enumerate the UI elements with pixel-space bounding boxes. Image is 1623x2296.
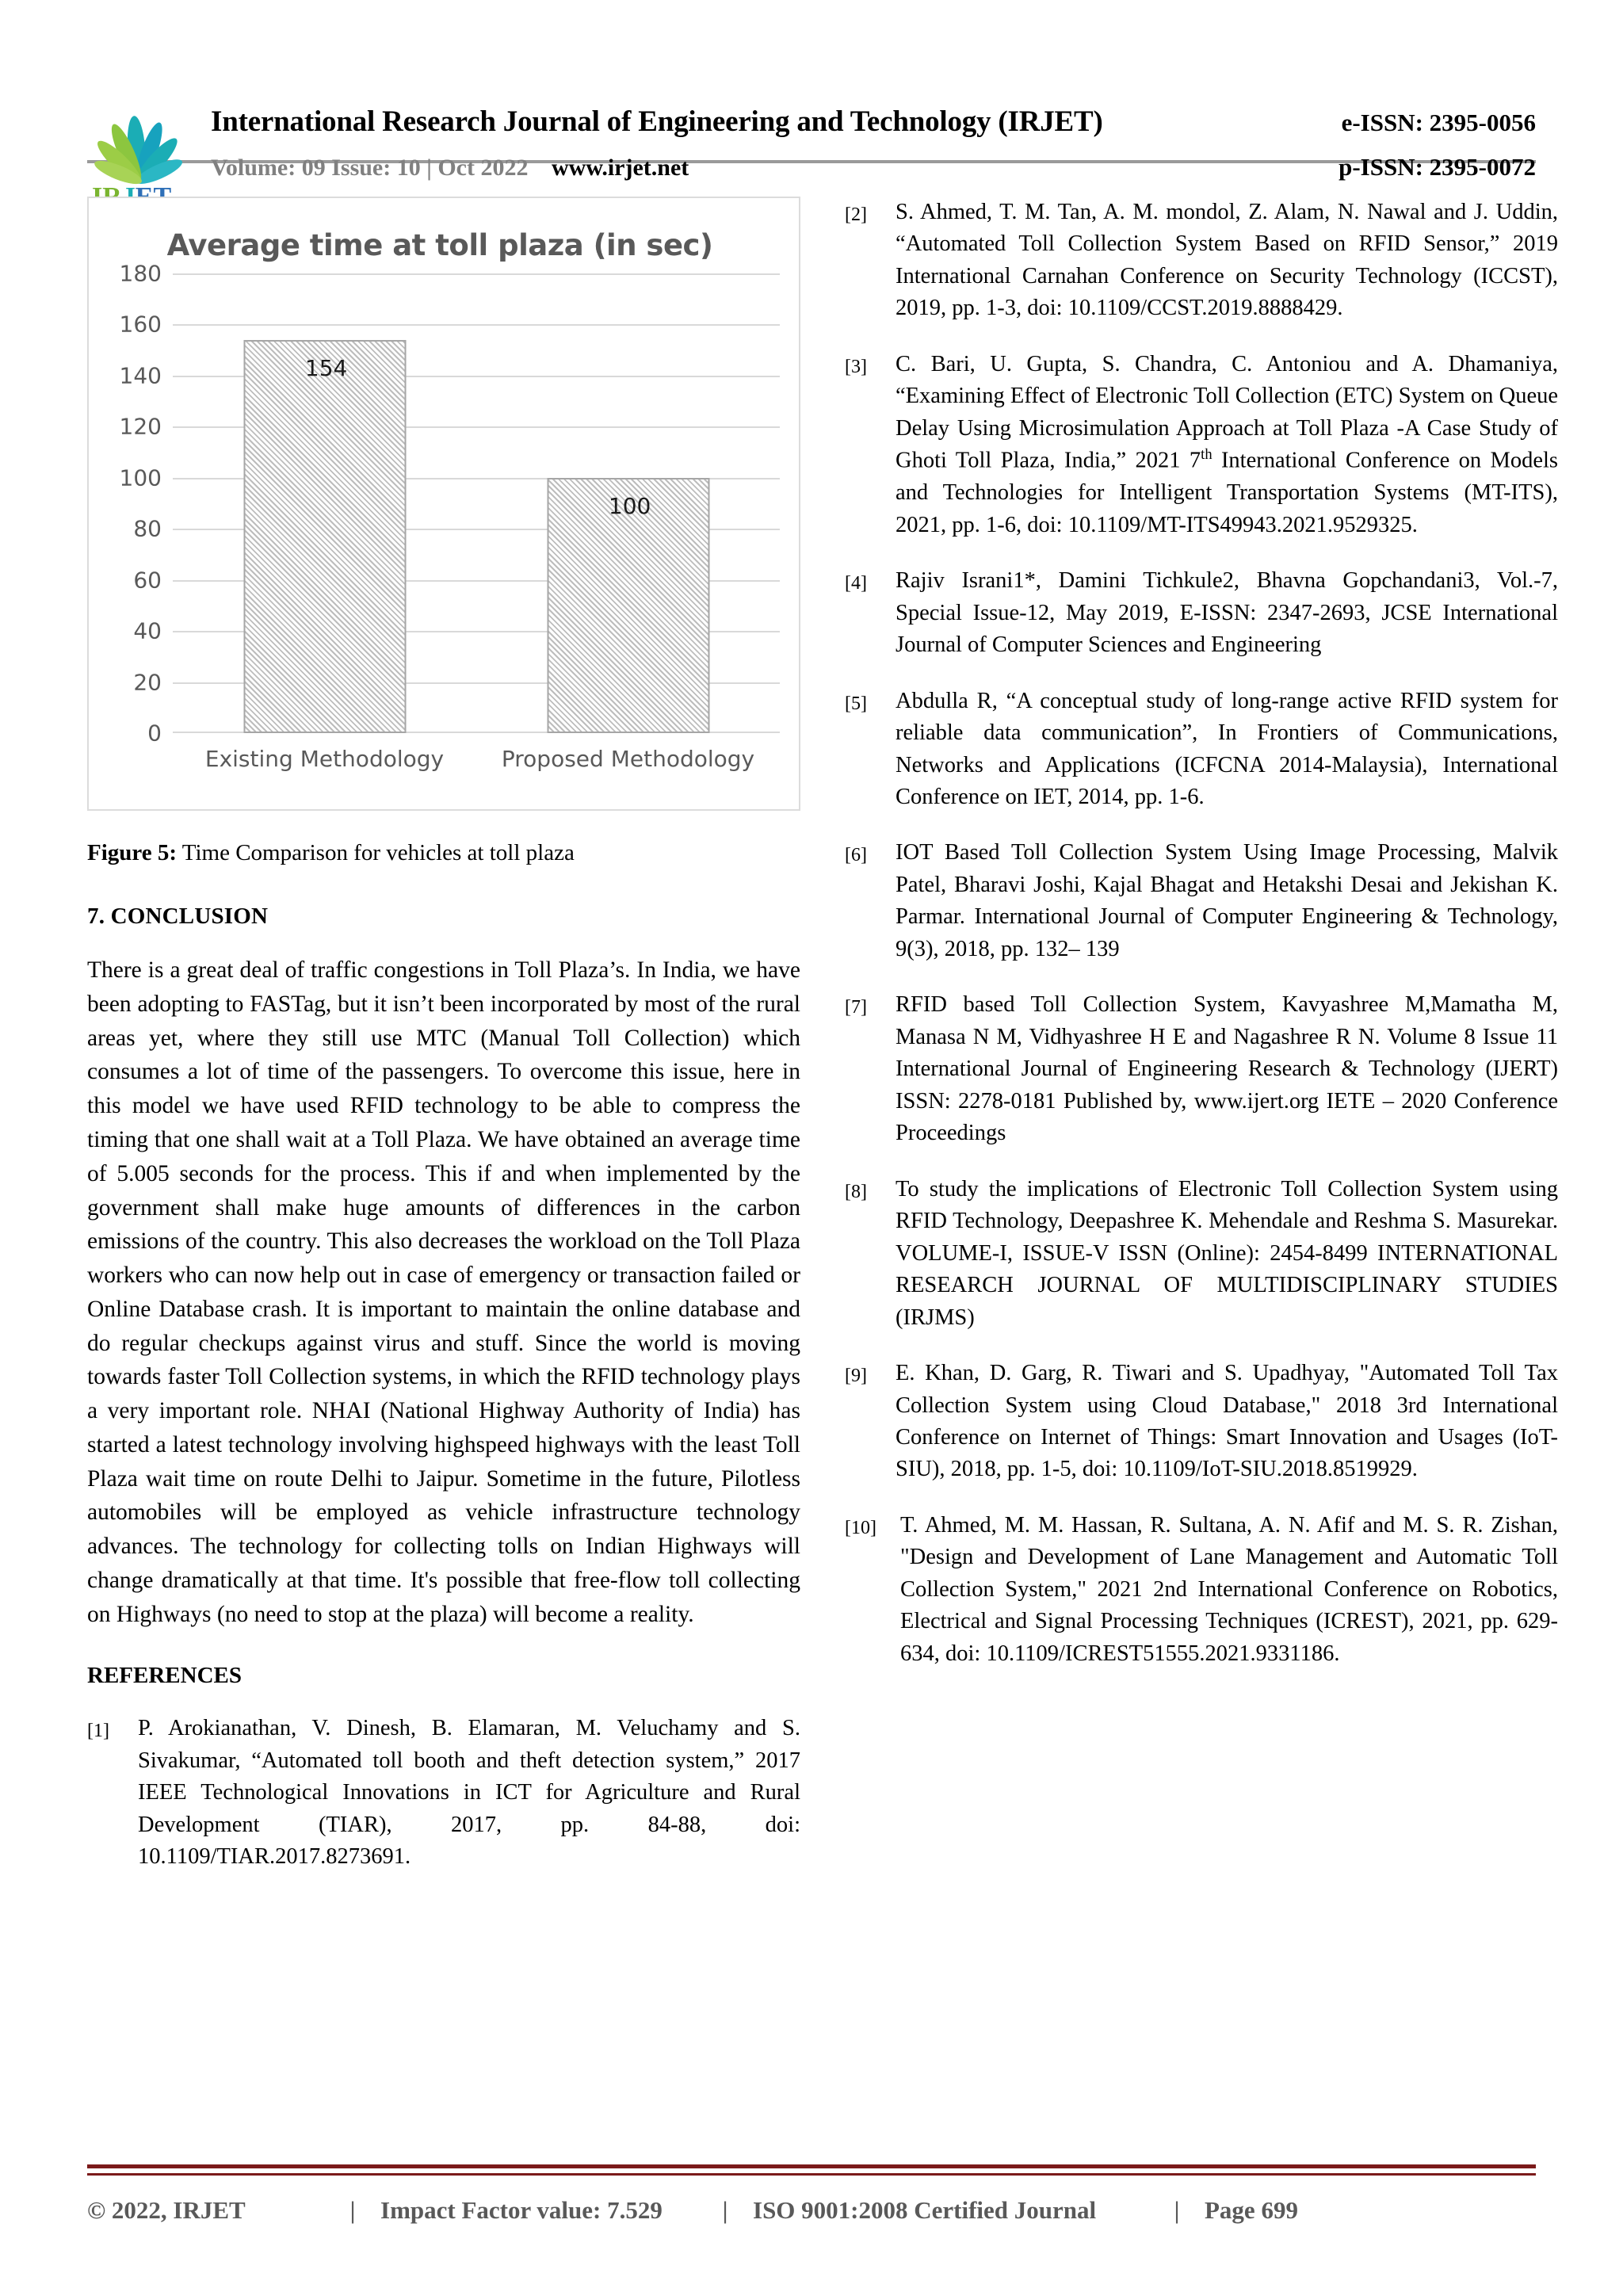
reference-number: [4]: [845, 573, 867, 594]
reference-number: [5]: [845, 693, 867, 714]
reference-text: P. Arokianathan, V. Dinesh, B. Elamaran, M. Veluchamy and S. Sivakumar, “Automated toll booth and theft detection system,” 2017 IEEE Technological Innovations in ICT for Agriculture and Rural Development (TIAR), 2017, pp. 84-88, doi: 10.1109/TIAR.2017.8273691.: [138, 1716, 800, 1870]
reference-text: IOT Based Toll Collection System Using Image Processing, Malvik Patel, Bharavi Joshi, Kajal Bhagat and Hetakshi Desai and Jekishan K. Parmar. International Journal of Computer Engineering & Technology, 9(3), 2018, pp. 132– 139: [896, 840, 1558, 961]
reference-item: [845, 565, 1558, 661]
reference-text: [896, 349, 1558, 541]
masthead-text: [190, 101, 1536, 181]
figure-caption-text: Time Comparison for vehicles at toll plaza: [177, 840, 575, 865]
y-tick: 40: [133, 617, 162, 644]
reference-number: [10]: [845, 1517, 876, 1538]
y-tick: 100: [119, 464, 162, 491]
reference-item: [845, 349, 1558, 541]
footer-copyright: © 2022, IRJET: [87, 2196, 246, 2224]
journal-website[interactable]: www.irjet.net: [552, 155, 689, 181]
y-tick: 180: [119, 260, 162, 287]
journal-masthead: [87, 0, 1536, 181]
reference-number: [6]: [845, 845, 867, 866]
y-tick: 20: [133, 669, 162, 695]
footer-separator: |: [1174, 2196, 1180, 2224]
right-column: [845, 197, 1558, 2051]
reference-text-post: International Conference on Models and Technologies for Intelligent Transportation Systems (MT-ITS), 2021, pp. 1-6, doi: 10.1109/MT-ITS49943.2021.9529325.: [896, 448, 1558, 537]
reference-text: Rajiv Israni1*, Damini Tichkule2, Bhavna Gopchandani3, Vol.-7, Special Issue-12, May 2019, E-ISSN: 2347-2693, JCSE International Journal of Computer Sciences and Engineering: [896, 568, 1558, 658]
chart-bars: [173, 273, 780, 733]
footer-row: [87, 2196, 1536, 2225]
chart-gridlines: [173, 273, 780, 733]
footer-impact-factor: Impact Factor value: 7.529: [380, 2196, 663, 2224]
two-column-body: [87, 197, 1558, 2051]
reference-number: [9]: [845, 1366, 867, 1387]
reference-text-pre: C. Bari, U. Gupta, S. Chandra, C. Antoniou and A. Dhamaniya, “Examining Effect of Electronic Toll Collection (ETC) System on Queue Delay Using Microsimulation Approach at Toll Plaza -A Case Study of Ghoti Toll Plaza, India,” 2021 7: [896, 351, 1558, 473]
y-axis: [100, 260, 173, 747]
x-tick-label: Existing Methodology: [204, 746, 445, 772]
p-issn: p-ISSN: 2395-0072: [1338, 153, 1536, 181]
chart-plot-area: [100, 260, 780, 747]
reference-item: [845, 197, 1558, 325]
reference-text: S. Ahmed, T. M. Tan, A. M. mondol, Z. Alam, N. Nawal and J. Uddin, “Automated Toll Collection System Based on RFID Sensor,” 2019 International Carnahan Conference on Security Technology (ICCST), 2019, pp. 1-3, doi: 10.1109/CCST.2019.8888429.: [896, 200, 1558, 321]
left-column: [87, 197, 800, 2051]
irjet-logo: [87, 108, 190, 211]
reference-number: [3]: [845, 356, 867, 377]
conclusion-heading: 7. CONCLUSION: [87, 904, 269, 930]
y-tick: 80: [133, 515, 162, 542]
footer-separator: |: [722, 2196, 728, 2224]
bar-existing-methodology: [243, 340, 406, 733]
reference-superscript: th: [1201, 446, 1212, 464]
reference-text: Abdulla R, “A conceptual study of long-range active RFID system for reliable data communication”, In Frontiers of Communications, Networks and Applications (ICFCNA 2014-Malaysia), International Conference on IET, 2014, pp. 1-6.: [896, 688, 1558, 809]
journal-title: International Research Journal of Engineering and Technology (IRJET): [211, 105, 1103, 138]
y-tick: 140: [119, 362, 162, 389]
reference-item: [845, 989, 1558, 1149]
volume-issue: Volume: 09 Issue: 10 | Oct 2022: [211, 155, 529, 181]
reference-text: T. Ahmed, M. M. Hassan, R. Sultana, A. N. Afif and M. S. R. Zishan, "Design and Development of Lane Management and Automatic Toll Collection System," 2021 2nd International Conference on Robotics, Electrical and Signal Processing Techniques (ICREST), 2021, pp. 629-634, doi: 10.1109/ICREST51555.2021.9331186.: [900, 1512, 1558, 1666]
y-tick: 120: [119, 413, 162, 440]
bar-chart-figure: [87, 197, 800, 811]
footer-iso-certification: ISO 9001:2008 Certified Journal: [753, 2196, 1097, 2224]
reference-item: [845, 1174, 1558, 1334]
reference-number: [2]: [845, 204, 867, 225]
y-tick: 160: [119, 311, 162, 338]
footer-separator: |: [349, 2196, 356, 2224]
chart-title: Average time at toll plaza (in sec): [166, 228, 713, 262]
footer-page-number: Page 699: [1205, 2196, 1298, 2224]
x-axis-labels: [173, 746, 780, 772]
y-tick: 0: [147, 720, 162, 747]
reference-item: [87, 1713, 800, 1873]
bar-value-label: 100: [608, 492, 651, 519]
footer-divider-bottom: [87, 2173, 1536, 2176]
reference-text: E. Khan, D. Garg, R. Tiwari and S. Upadhyay, "Automated Toll Tax Collection System using Cloud Database," 2018 3rd International Conference on Internet of Things: Smart Innovation and Usages (IoT-SIU), 2018, pp. 1-5, doi: 10.1109/IoT-SIU.2018.8519929.: [896, 1361, 1558, 1482]
reference-text: RFID based Toll Collection System, Kavyashree M,Mamatha M, Manasa N M, Vidhyashree H E and Nagashree R N. Volume 8 Issue 11 International Journal of Engineering Research & Technology (IJERT) ISSN: 2278-0181 Published by, www.ijert.org IETE – 2020 Conference Proceedings: [896, 992, 1558, 1146]
footer-divider-top: [87, 2164, 1536, 2168]
e-issn: e-ISSN: 2395-0056: [1341, 109, 1536, 136]
reference-item: [845, 686, 1558, 814]
figure-caption-label: Figure 5:: [87, 840, 178, 865]
reference-text: To study the implications of Electronic Toll Collection System using RFID Technology, Deepashree K. Mehendale and Reshma S. Masurekar. VOLUME-I, ISSUE-V ISSN (Online): 2454-8499 INTERNATIONAL RESEARCH JOURNAL OF MULTIDISCIPLINARY STUDIES (IRJMS): [896, 1176, 1558, 1330]
reference-item: [845, 1510, 1558, 1670]
bar-value-label: 154: [304, 354, 348, 381]
bar-slot-existing: [173, 273, 476, 733]
reference-item: [845, 837, 1558, 965]
leaf-fan-icon: [87, 108, 190, 211]
page-footer: [87, 2164, 1536, 2225]
reference-number: [8]: [845, 1181, 867, 1202]
reference-item: [845, 1358, 1558, 1486]
conclusion-paragraph: There is a great deal of traffic congestions in Toll Plaza’s. In India, we have been adopting to FASTag, but it isn’t been incorporated by most of the rural areas yet, where they still use MTC (Manual Toll Collection) which consumes a lot of time of the passengers. To overcome this issue, here in this model we have used RFID technology to be able to compress the timing that one shall wait at a Toll Plaza. We have obtained an average time of 5.005 seconds for the process. This if and when implemented by the government shall make huge amounts of differences in the carbon emissions of the country. This also decreases the workload on the Toll Plaza workers who can now help out in case of emergency or transaction failed or Online Database crash. It is important to maintain the online database and do regular checkups against virus and stuff. Since the world is moving towards faster Toll Collection systems, in which the RFID technology plays a very important role. NHAI (National Highway Authority of India) has started a latest technology involving highspeed highways with the least Toll Plaza wait time on route Delhi to Jaipur. Sometime in the future, Pilotless automobiles will be employed as vehicle infrastructure technology advances. The technology for collecting tolls on Indian Highways will change dramatically at that time. It's possible that free-flow toll collecting on Highways (no need to stop at the plaza) will become a reality.: [87, 957, 800, 1627]
reference-number: [7]: [845, 997, 867, 1018]
figure-caption: [87, 838, 800, 869]
x-tick-label: Proposed Methodology: [501, 746, 755, 772]
y-tick: 60: [133, 567, 162, 594]
reference-number: [1]: [87, 1721, 109, 1742]
bar-slot-proposed: [476, 273, 780, 733]
references-heading: REFERENCES: [87, 1663, 242, 1689]
